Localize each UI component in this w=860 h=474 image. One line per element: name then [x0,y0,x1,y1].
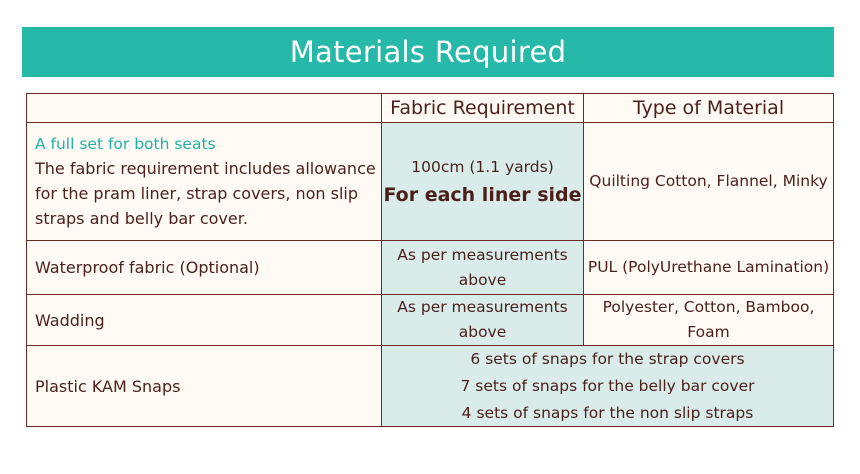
row-snaps-label: Plastic KAM Snaps [26,346,382,427]
snaps-strap-covers: 6 sets of snaps for the strap covers [470,349,745,368]
row-full-set-label-cell [26,123,382,241]
row-wadding-label: Wadding [26,295,382,346]
header-empty-cell [26,93,382,123]
row-full-set-fabric-cell [382,123,584,241]
snaps-non-slip-straps: 4 sets of snaps for the non slip straps [461,403,754,422]
header-type-of-material: Type of Material [584,93,834,123]
title-banner [22,27,834,77]
row-waterproof-material: PUL (PolyUrethane Lamination) [584,241,834,295]
row-snaps-details-cell [382,346,834,427]
row-full-set-material: Quilting Cotton, Flannel, Minky [584,123,834,241]
snaps-belly-bar-cover: 7 sets of snaps for the belly bar cover [460,376,755,395]
row-wadding-fabric: As per measurements above [382,295,584,346]
row-waterproof-label: Waterproof fabric (Optional) [26,241,382,295]
header-fabric-requirement: Fabric Requirement [382,93,584,123]
row-waterproof-fabric: As per measurements above [382,241,584,295]
page-title: Materials Required [289,34,567,69]
row-full-set-subtitle: A full set for both seats [35,135,216,153]
row-wadding-material: Polyester, Cotton, Bamboo, Foam [584,295,834,346]
row-full-set-description: The fabric requirement includes allowance for the pram liner, strap covers, non slip straps and belly bar cover. [35,159,376,228]
row-full-set-fabric-amount: 100cm (1.1 yards) [411,157,554,176]
materials-table [26,93,834,427]
row-full-set-fabric-note: For each liner side [383,183,582,206]
